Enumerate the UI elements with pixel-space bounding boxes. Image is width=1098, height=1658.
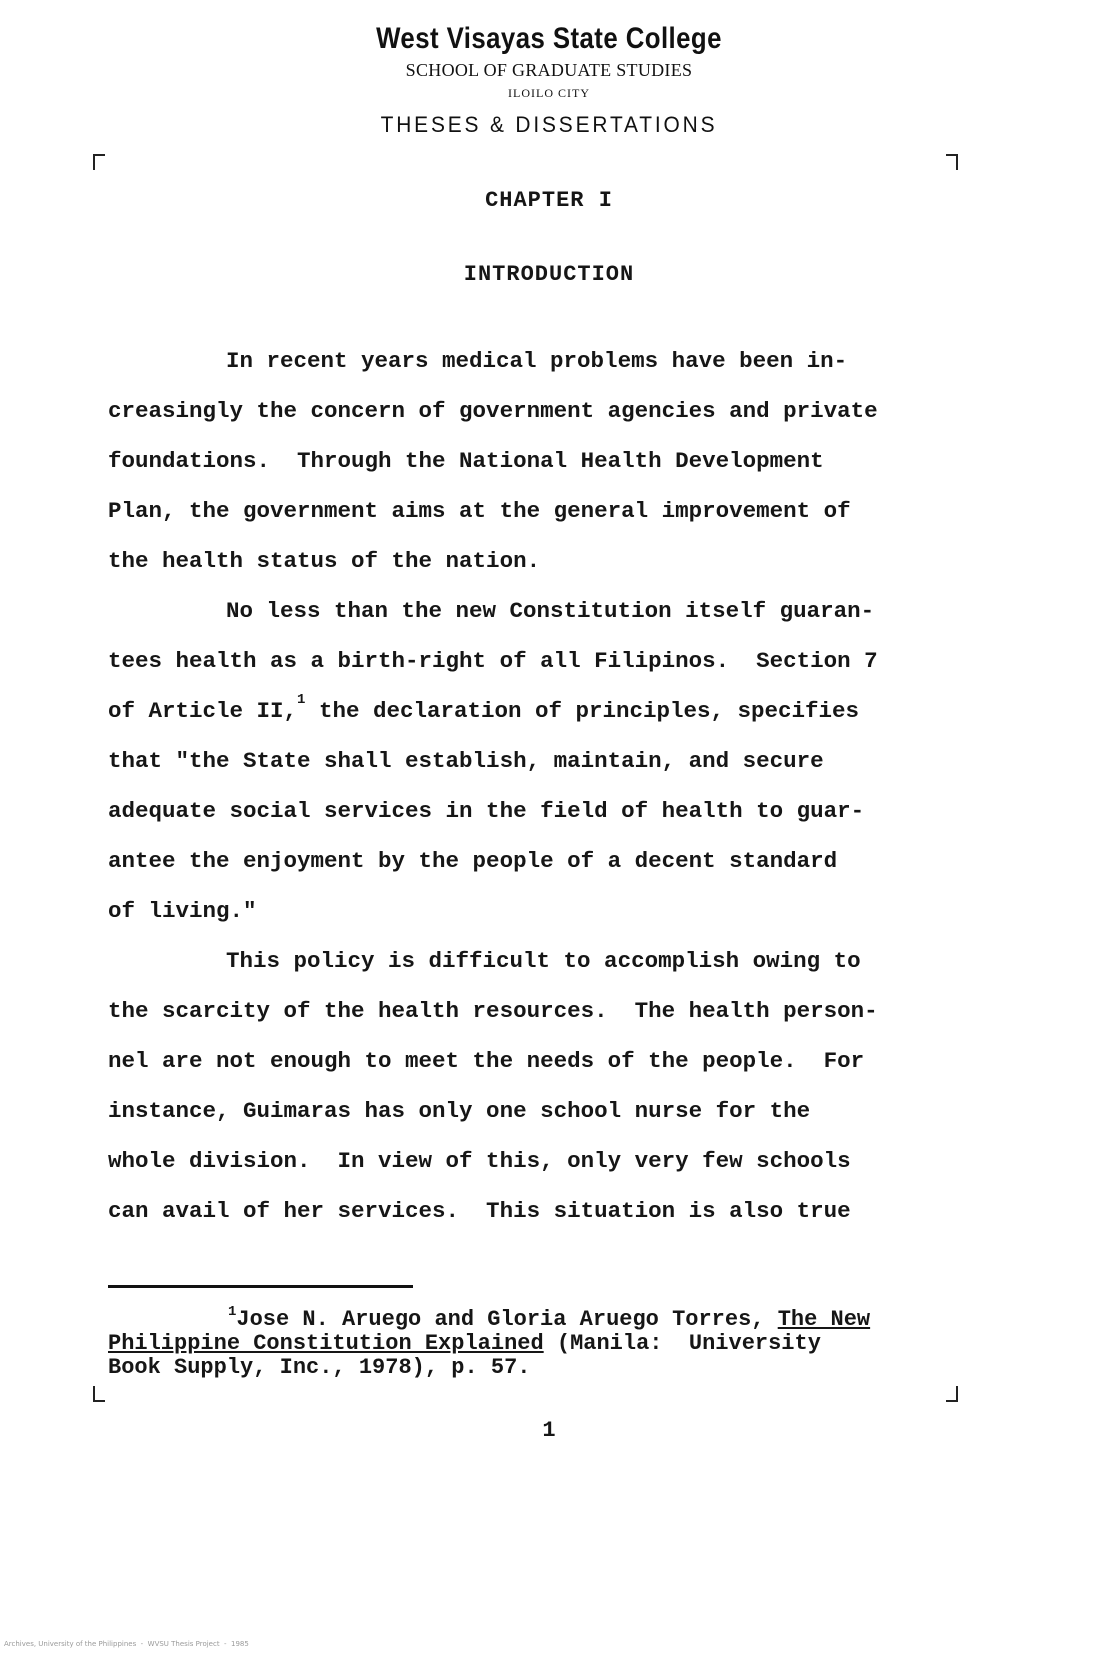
text-line: This policy is difficult to accomplish owing to — [226, 948, 861, 974]
footnote-title: Philippine Constitution Explained — [108, 1331, 544, 1356]
footnote-title: The New — [777, 1307, 871, 1332]
collection-name: THESES & DISSERTATIONS — [380, 112, 718, 137]
crop-mark-top-left — [93, 154, 105, 170]
college-name: West Visayas State College — [376, 22, 722, 55]
text-line: the scarcity of the health resources. The health person- — [108, 998, 878, 1024]
text-line: No less than the new Constitution itself guaran- — [226, 598, 875, 624]
crop-mark-bottom-left — [93, 1386, 105, 1402]
chapter-title: INTRODUCTION — [463, 262, 635, 287]
scan-footer: Archives, University of the Philippines - WVSU Thesis Project - 1985 — [4, 1640, 249, 1648]
text-line: whole division. In view of this, only very few schools — [108, 1148, 851, 1174]
text-line: that "the State shall establish, maintain, and secure — [108, 748, 824, 774]
text-line: Plan, the government aims at the general improvement of — [108, 498, 851, 524]
text-line: tees health as a birth-right of all Filipinos. Section 7 — [108, 648, 878, 674]
text-line: In recent years medical problems have been in- — [226, 348, 848, 374]
text-segment: of Article II, — [108, 698, 298, 724]
footnote-line — [108, 1332, 988, 1356]
text-line: can avail of her services. This situation is also true — [108, 1198, 851, 1224]
crop-mark-top-right — [946, 154, 958, 170]
city-name: ILOILO CITY — [508, 86, 590, 100]
footnote-line — [108, 1304, 988, 1332]
page-number: 1 — [542, 1418, 556, 1443]
text-line: instance, Guimaras has only one school nurse for the — [108, 1098, 811, 1124]
crop-mark-bottom-right — [946, 1386, 958, 1402]
document-header — [0, 20, 1098, 142]
footnote-divider — [108, 1285, 413, 1288]
text-line: antee the enjoyment by the people of a decent standard — [108, 848, 838, 874]
footnote-number: 1 — [228, 1304, 237, 1320]
school-name: SCHOOL OF GRADUATE STUDIES — [405, 60, 693, 80]
footnote-author: Jose N. Aruego and Gloria Aruego Torres, — [236, 1307, 778, 1332]
text-line: of living." — [108, 898, 257, 924]
text-segment: the declaration of principles, specifies — [305, 698, 860, 724]
chapter-label: CHAPTER I — [485, 188, 613, 213]
footnote-reference: 1 — [297, 692, 306, 708]
text-line: nel are not enough to meet the needs of the people. For — [108, 1048, 865, 1074]
text-line: foundations. Through the National Health Development — [108, 448, 824, 474]
text-line: the health status of the nation. — [108, 548, 541, 574]
text-line — [108, 686, 968, 736]
text-line: adequate social services in the field of health to guar- — [108, 798, 865, 824]
body-text — [108, 336, 968, 1236]
footnote-line: Book Supply, Inc., 1978), p. 57. — [108, 1355, 531, 1380]
text-line: creasingly the concern of government agencies and private — [108, 398, 878, 424]
footnote — [108, 1304, 988, 1380]
footnote-publisher: (Manila: University — [543, 1331, 821, 1356]
